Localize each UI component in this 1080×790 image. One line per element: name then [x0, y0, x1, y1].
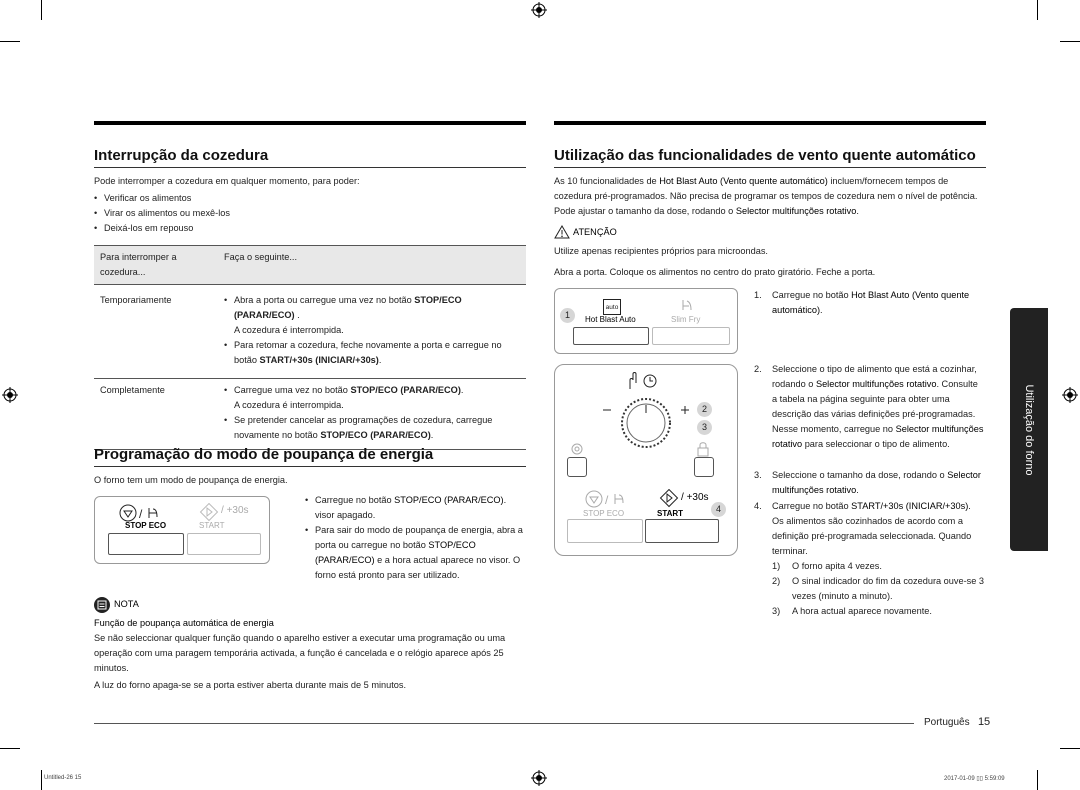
button-hot-blast [573, 327, 649, 345]
slim-fry-icon [679, 298, 695, 314]
step-2: 2. Seleccione o tipo de alimento que está a cozinhar, rodando o Selector multifunções rotativo. Consulte a tabela na página seguinte para obter uma descrição das várias definições pré-programadas. Nesse momento, carregue no Selector multifunções rotativo para seleccionar o tipo de alimento. [754, 364, 984, 449]
open-door-text: Abra a porta. Coloque os alimentos no centro do prato giratório. Feche a porta. [554, 267, 876, 277]
title-underline [94, 466, 526, 467]
table-cell: Completamente [100, 385, 165, 395]
stop-eco-icon [119, 503, 163, 523]
step-4: 4. Carregue no botão START/+30s (INICIAR/+30s). Os alimentos são cozinhados de acordo com a definição pré-programada seleccionada. Quando terminar. [754, 501, 972, 556]
table-header: Para interromper a cozedura... [100, 252, 177, 277]
print-file-name: Untitled-26 15 [44, 775, 82, 781]
multifunction-dial-icon [601, 391, 693, 455]
lock-icon [696, 441, 710, 457]
list-item: • Virar os alimentos ou mexê-los [94, 206, 524, 221]
section-title-hot-blast: Utilização das funcionalidades de vento quente automático [554, 147, 976, 164]
callout-2: 2 [697, 402, 712, 417]
plus30-label: / +30s [681, 492, 709, 503]
registration-mark-icon [531, 2, 547, 18]
table-cell: Temporariamente [100, 295, 172, 305]
note-paragraph: Se não seleccionar qualquer função quando o aparelho estiver a executar uma programação ou uma operação com uma paragem temporária activada, a função é cancelada e o relógio aparece após 25 minutos. [94, 633, 506, 673]
start-icon [659, 489, 683, 509]
registration-mark-icon [1062, 387, 1078, 403]
hot-blast-auto-icon: auto [603, 299, 621, 315]
button-start [187, 533, 261, 555]
svg-text:/: / [139, 507, 143, 521]
intro-text: Pode interromper a cozedura em qualquer momento, para poder: [94, 176, 360, 186]
hot-blast-panel-illustration [554, 288, 738, 354]
plus30-label: / +30s [221, 505, 249, 516]
table-cell: • Carregue uma vez no botão STOP/ECO (PARAR/ECO). A cozedura é interrompida. • Se pretender cancelar as programações de cozedura, carregue novamente no botão STOP/ECO (PARAR/ECO). [218, 379, 526, 450]
hot-blast-intro: As 10 funcionalidades de Hot Blast Auto (Vento quente automático) incluem/fornecem tempos de cozedura pré-programados. Não precisa de programar os tempos de cozedura nem o nível de potência. Pode ajustar o tamanho da dose, rodando o Selector multifunções rotativo. [554, 176, 978, 216]
interrupt-table [94, 245, 526, 450]
start-label: START [657, 509, 684, 518]
note-paragraph: A luz do forno apaga-se se a porta estiver aberta durante mais de 5 minutos. [94, 680, 407, 690]
caution-text: Utilize apenas recipientes próprios para microondas. [554, 246, 768, 256]
stop-eco-label: STOP ECO [125, 521, 167, 530]
sub-steps [772, 559, 986, 619]
warning-triangle-icon [554, 225, 570, 239]
print-date: 2017-01-09 ▯▯ 5:59:09 [944, 776, 1005, 782]
energy-steps: • Carregue no botão STOP/ECO (PARAR/ECO). visor apagado. • Para sair do modo de poupança de energia, abra a porta ou carregue no botão STOP/ECO (PARAR/ECO) e a hora actual aparece no visor. O forno está pronto para ser utilizado. [305, 493, 527, 583]
control-panel-illustration [94, 496, 270, 564]
stop-eco-icon [585, 489, 629, 509]
title-underline [94, 167, 526, 168]
top-rule-right [554, 121, 986, 125]
step-1: 1. Carregue no botão Hot Blast Auto (Vento quente automático). [754, 290, 970, 315]
button-start [645, 519, 719, 543]
footer-rule [94, 723, 914, 724]
button-stop-eco [108, 533, 184, 555]
note-label: NOTA [114, 599, 139, 609]
list-item: 2) O sinal indicador do fim da cozedura ouve-se 3 vezes (minuto a minuto). [772, 576, 985, 601]
energy-intro: O forno tem um modo de poupança de energia. [94, 475, 288, 485]
list-item: • Deixá-los em repouso [94, 221, 524, 236]
scent-icon [569, 441, 585, 457]
note-icon [94, 597, 110, 613]
button-slim-fry [652, 327, 730, 345]
title-underline [554, 167, 986, 168]
hot-blast-auto-label: Hot Blast Auto [585, 315, 636, 324]
footer-page-label: Português 15 [924, 716, 991, 728]
svg-text:/: / [605, 493, 609, 507]
button-stop-eco [567, 519, 643, 543]
start-icon [199, 503, 223, 523]
hand-clock-icon [625, 371, 659, 391]
bullet-list [94, 191, 524, 236]
stop-eco-label: STOP ECO [583, 509, 625, 518]
left-button [567, 457, 587, 477]
section-title-interrupt: Interrupção da cozedura [94, 147, 269, 164]
start-label: START [199, 521, 225, 530]
note-title: Função de poupança automática de energia [94, 618, 274, 628]
list-item: 3) A hora actual aparece novamente. [772, 606, 932, 616]
slim-fry-label: Slim Fry [671, 315, 701, 324]
step-3: 3. Seleccione o tamanho da dose, rodando o Selector multifunções rotativo. [754, 470, 981, 495]
callout-3: 3 [697, 420, 712, 435]
dial-panel-illustration [554, 364, 738, 556]
table-header: Faça o seguinte... [224, 252, 298, 262]
table-cell: • Abra a porta ou carregue uma vez no botão STOP/ECO (PARAR/ECO) . A cozedura é interrompida. • Para retomar a cozedura, feche novamente a porta e carregue no botão START/+30s (INICIAR/+30s). [218, 285, 526, 379]
list-item: 1) O forno apita 4 vezes. [772, 561, 882, 571]
callout-1: 1 [560, 308, 575, 323]
caution-label: ATENÇÃO [573, 227, 617, 237]
section-title-energy: Programação do modo de poupança de energia [94, 446, 434, 463]
registration-mark-icon [531, 770, 547, 786]
chapter-tab: Utilização do forno [1010, 308, 1048, 551]
top-rule-left [94, 121, 526, 125]
callout-4: 4 [711, 502, 726, 517]
list-item: • Verificar os alimentos [94, 191, 524, 206]
registration-mark-icon [2, 387, 18, 403]
right-button [694, 457, 714, 477]
